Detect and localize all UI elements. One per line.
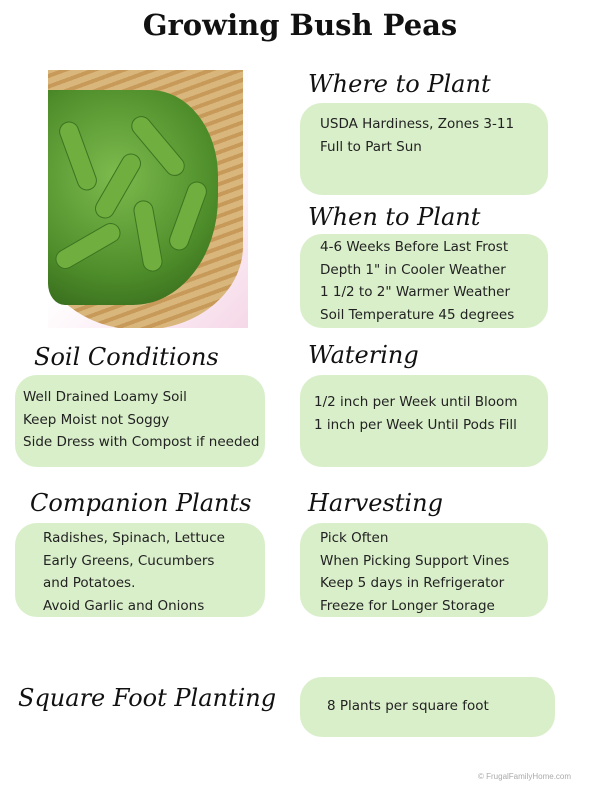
watering-heading: Watering — [308, 341, 419, 369]
harvesting-line: Freeze for Longer Storage — [320, 597, 495, 614]
pea-basket-photo — [48, 70, 248, 328]
where-line: USDA Hardiness, Zones 3-11 — [320, 116, 515, 132]
companion-line: and Potatoes. — [43, 575, 136, 591]
harvesting-heading: Harvesting — [308, 489, 443, 517]
harvesting-line: When Picking Support Vines — [320, 552, 510, 569]
companion-line: Radishes, Spinach, Lettuce — [43, 530, 225, 546]
square-foot-box — [300, 677, 555, 737]
watering-line: 1/2 inch per Week until Bloom — [314, 394, 518, 410]
square-foot-line: 8 Plants per square foot — [327, 698, 489, 714]
when-line: Soil Temperature 45 degrees — [320, 306, 515, 323]
when-line: 4-6 Weeks Before Last Frost — [320, 239, 509, 255]
companion-box — [15, 523, 265, 617]
soil-box — [15, 375, 265, 467]
when-box — [300, 234, 548, 328]
peas-image — [48, 90, 218, 305]
harvesting-line: Pick Often — [320, 530, 389, 546]
companion-line: Early Greens, Cucumbers — [43, 552, 215, 569]
where-heading: Where to Plant — [308, 70, 491, 98]
square-foot-heading: Square Foot Planting — [18, 684, 277, 712]
soil-line: Well Drained Loamy Soil — [23, 389, 187, 405]
footer-credit: © FrugalFamilyHome.com — [478, 772, 572, 781]
when-heading: When to Plant — [308, 203, 481, 231]
companion-line: Avoid Garlic and Onions — [43, 597, 205, 614]
when-line: 1 1/2 to 2" Warmer Weather — [320, 284, 511, 300]
page-title: Growing Bush Peas — [142, 8, 458, 42]
harvesting-line: Keep 5 days in Refrigerator — [320, 575, 505, 591]
soil-line: Side Dress with Compost if needed — [23, 434, 260, 450]
where-line: Full to Part Sun — [320, 138, 422, 155]
harvesting-box — [300, 523, 548, 617]
companion-heading: Companion Plants — [30, 489, 252, 517]
soil-line: Keep Moist not Soggy — [23, 411, 170, 428]
when-line: Depth 1" in Cooler Weather — [320, 261, 506, 278]
watering-line: 1 inch per Week Until Pods Fill — [314, 416, 517, 433]
watering-box — [300, 375, 548, 467]
soil-heading: Soil Conditions — [34, 343, 219, 371]
where-box — [300, 103, 548, 195]
